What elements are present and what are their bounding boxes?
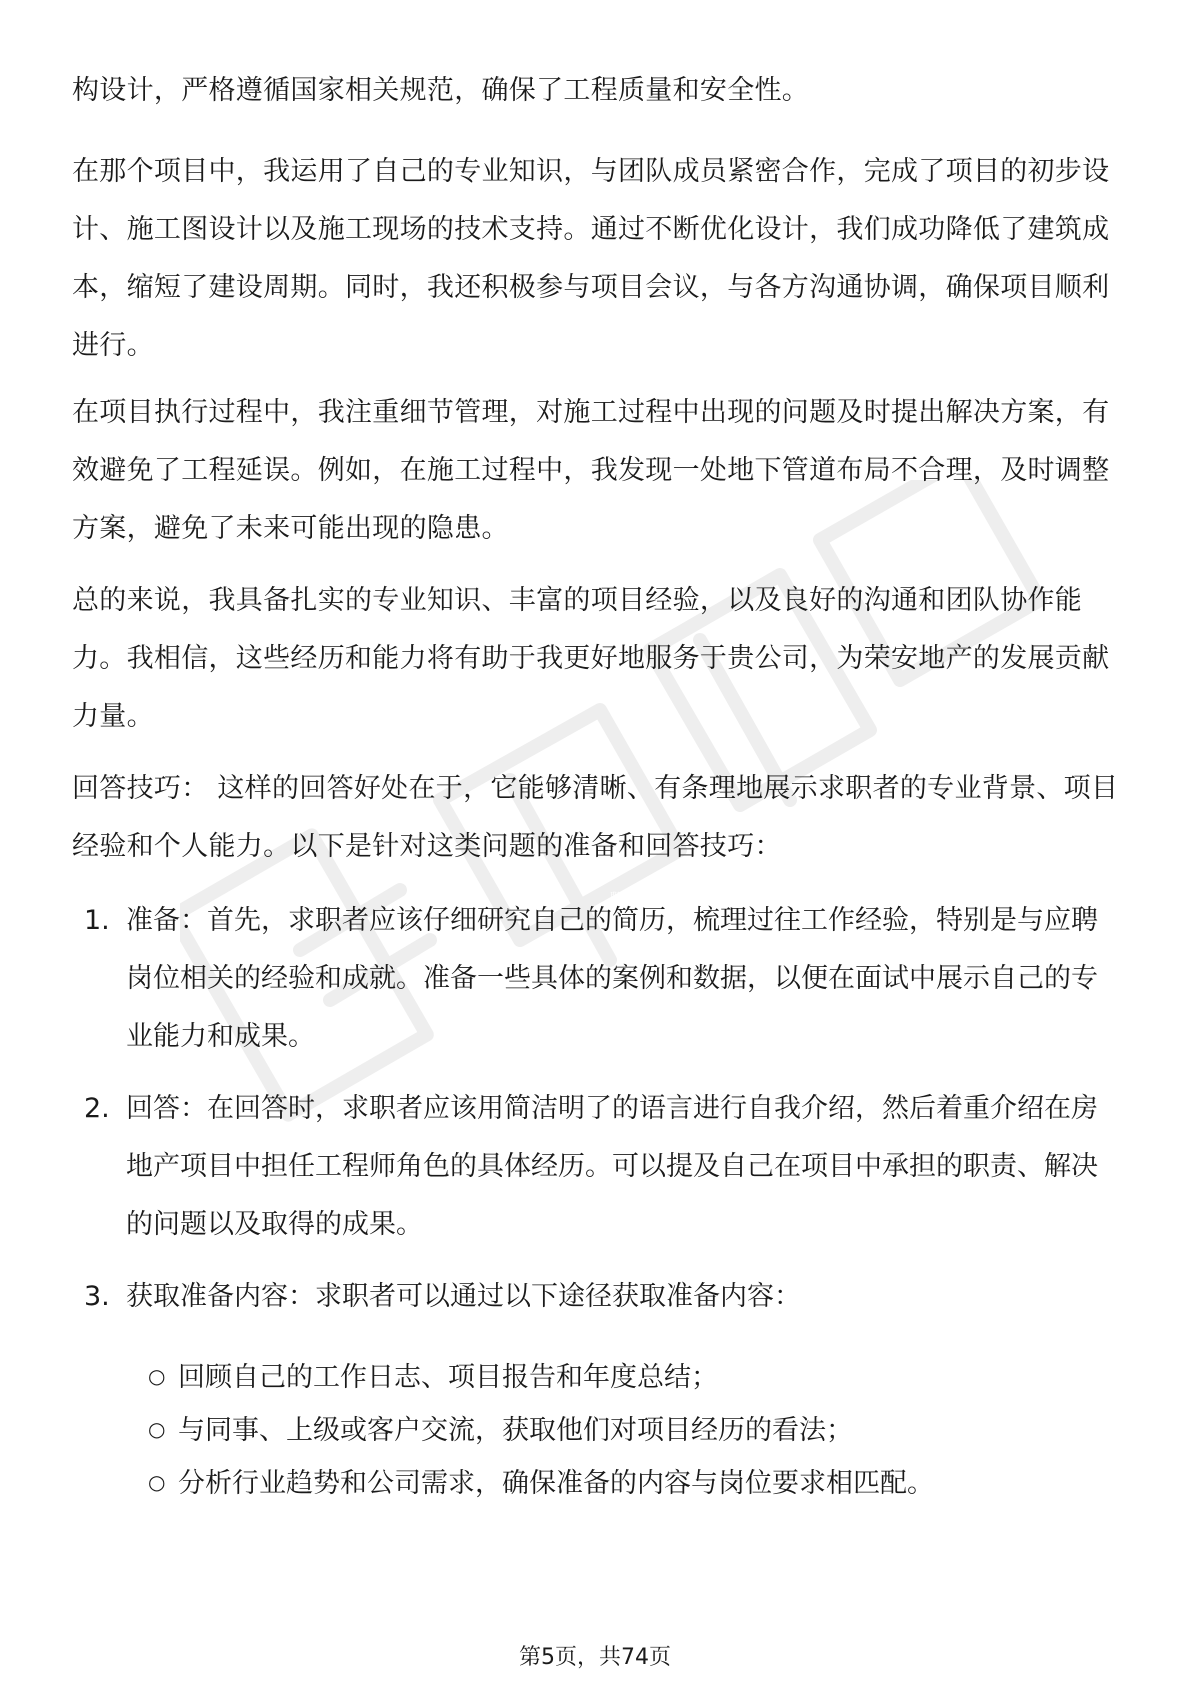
svg-text:职场资料: 职场资料 — [610, 892, 650, 903]
bullet-item-text: 与同事、上级或客户交流，获取他们对项目经历的看法； — [178, 1415, 853, 1446]
list-number: 1. — [84, 905, 110, 936]
page-footer: 第5页，共74页 — [519, 1645, 671, 1670]
list-item-answer — [84, 1080, 1124, 1254]
paragraph-1: 构设计，严格遵循国家相关规范，确保了工程质量和安全性。 — [72, 75, 810, 106]
bullet-item — [148, 1358, 1108, 1399]
bullet-item — [148, 1411, 1108, 1452]
list-item-get-content — [84, 1268, 1124, 1326]
paragraph-4: 总的来说，我具备扎实的专业知识、丰富的项目经验，以及良好的沟通和团队协作能力。我相信，这些经历和能力将有助于我更好地服务于贵公司，为荣安地产的发展贡献力量。 — [72, 585, 1110, 732]
list-number: 3. — [84, 1281, 110, 1312]
list-item-text: 准备：首先，求职者应该仔细研究自己的简历，梳理过往工作经验，特别是与应聘岗位相关的经验和成就。准备一些具体的案例和数据，以便在面试中展示自己的专业能力和成果。 — [126, 905, 1098, 1052]
paragraph-3: 在项目执行过程中，我注重细节管理，对施工过程中出现的问题及时提出解决方案，有效避免了工程延误。例如，在施工过程中，我发现一处地下管道布局不合理，及时调整方案，避免了未来可能出现的隐患。 — [72, 397, 1110, 544]
circle-bullet-icon: ○ — [148, 1364, 166, 1388]
bullet-item-text: 分析行业趋势和公司需求，确保准备的内容与岗位要求相匹配。 — [178, 1468, 934, 1499]
bullet-item — [148, 1464, 1108, 1505]
circle-bullet-icon: ○ — [148, 1417, 166, 1441]
list-item-prepare — [84, 892, 1124, 1066]
circle-bullet-icon: ○ — [148, 1470, 166, 1494]
list-number: 2. — [84, 1093, 110, 1124]
paragraph-2: 在那个项目中，我运用了自己的专业知识，与团队成员紧密合作，完成了项目的初步设计、施工图设计以及施工现场的技术支持。通过不断优化设计，我们成功降低了建筑成本，缩短了建设周期。同时，我还积极参与项目会议，与各方沟通协调，确保项目顺利进行。 — [72, 156, 1110, 361]
list-item-text: 回答：在回答时，求职者应该用简洁明了的语言进行自我介绍，然后着重介绍在房地产项目中担任工程师角色的具体经历。可以提及自己在项目中承担的职责、解决的问题以及取得的成果。 — [126, 1093, 1098, 1240]
bullet-item-text: 回顾自己的工作日志、项目报告和年度总结； — [178, 1362, 718, 1393]
list-item-text: 获取准备内容：求职者可以通过以下途径获取准备内容： — [126, 1281, 801, 1312]
paragraph-answer-tips: 回答技巧： 这样的回答好处在于，它能够清晰、有条理地展示求职者的专业背景、项目经验和个人能力。以下是针对这类问题的准备和回答技巧： — [72, 773, 1119, 862]
